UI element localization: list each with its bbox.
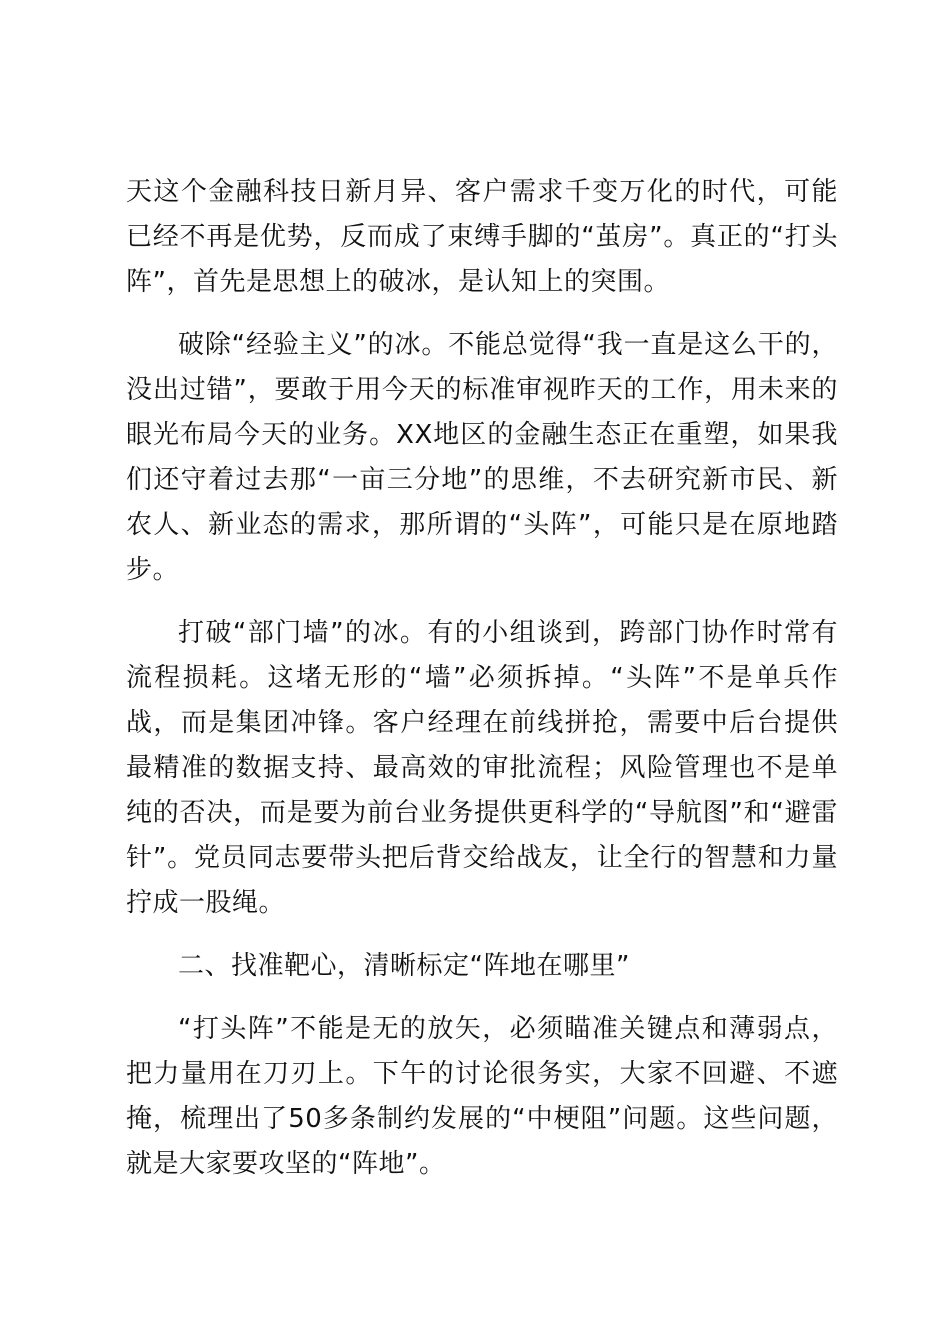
document-body xyxy=(126,170,838,1205)
paragraph-continued: 天这个金融科技日新月异、客户需求千变万化的时代，可能已经不再是优势，反而成了束缚手脚的“茧房”。真正的“打头阵”，首先是思想上的破冰，是认知上的突围。 xyxy=(126,177,838,297)
paragraph-department-wall: 打破“部门墙”的冰。有的小组谈到，跨部门协作时常有流程损耗。这堵无形的“墙”必须拆掉。“头阵”不是单兵作战，而是集团冲锋。客户经理在前线拼抢，需要中后台提供最精准的数据支持、最高效的审批流程；风险管理也不是单纯的否决，而是要为前台业务提供更科学的“导航图”和“避雷针”。党员同志要带头把后背交给战友，让全行的智慧和力量拧成一股绳。 xyxy=(126,618,838,918)
paragraph-experience: 破除“经验主义”的冰。不能总觉得“我一直是这么干的，没出过错”，要敢于用今天的标准审视昨天的工作，用未来的眼光布局今天的业务。XX地区的金融生态正在重塑，如果我们还守着过去那“一亩三分地”的思维，不去研究新市民、新农人、新业态的需求，那所谓的“头阵”，可能只是在原地踏步。 xyxy=(126,330,838,585)
section-heading-two: 二、找准靶心，清晰标定“阵地在哪里” xyxy=(178,951,630,981)
paragraph-target: “打头阵”不能是无的放矢，必须瞄准关键点和薄弱点，把力量用在刀刃上。下午的讨论很务实，大家不回避、不遮掩，梳理出了50多条制约发展的“中梗阻”问题。这些问题，就是大家要攻坚的“阵地”。 xyxy=(126,1014,838,1179)
